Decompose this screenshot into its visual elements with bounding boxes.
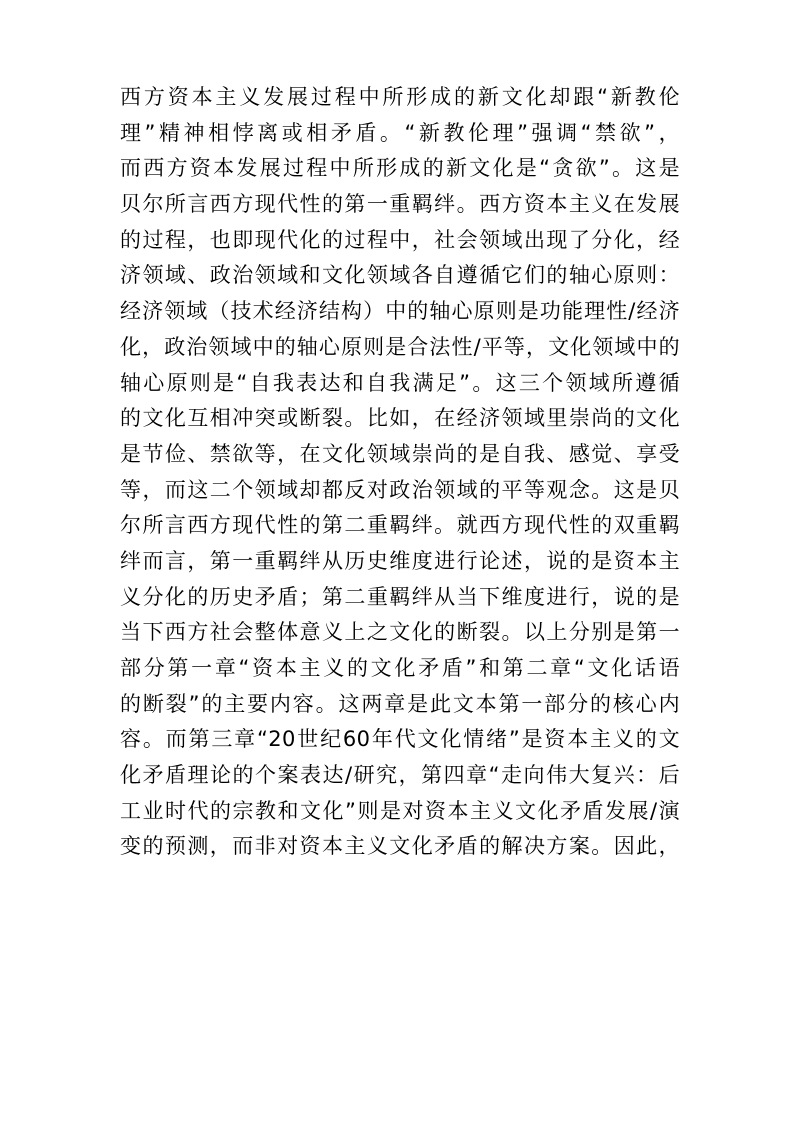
text-line: 等，而这二个领域却都反对政治领域的平等观念。这是贝 — [120, 477, 680, 502]
text-line: 化，政治领域中的轴心原则是合法性/平等，文化领域中的 — [120, 334, 680, 359]
text-line: 西方资本主义发展过程中所形成的新文化却跟“新教伦 — [120, 85, 680, 109]
text-line: 是节俭、禁欲等，在文化领域崇尚的是自我、感觉、享受 — [120, 441, 680, 466]
text-line: 尔所言西方现代性的第二重羁绊。就西方现代性的双重羁 — [120, 513, 680, 538]
text-line: 的文化互相冲突或断裂。比如，在经济领域里崇尚的文化 — [120, 406, 680, 431]
text-line: 的断裂”的主要内容。这两章是此文本第一部分的核心内 — [120, 691, 680, 716]
text-line: 绊而言，第一重羁绊从历史维度进行论述，说的是资本主 — [120, 548, 680, 573]
text-line: 部分第一章“资本主义的文化矛盾”和第二章“文化话语 — [120, 656, 680, 680]
text-line: 义分化的历史矛盾；第二重羁绊从当下维度进行，说的是 — [120, 584, 680, 609]
text-line: 变的预测，而非对资本主义文化矛盾的解决方案。因此， — [120, 834, 680, 859]
text-line: 贝尔所言西方现代性的第一重羁绊。西方资本主义在发展 — [120, 192, 680, 217]
text-line: 的过程，也即现代化的过程中，社会领域出现了分化，经 — [120, 227, 680, 252]
text-line: 轴心原则是“自我表达和自我满足”。这三个领域所遵循 — [120, 370, 680, 395]
body-paragraph — [120, 80, 680, 865]
text-line: 而西方资本发展过程中所形成的新文化是“贪欲”。这是 — [120, 156, 680, 181]
text-line: 济领域、政治领域和文化领域各自遵循它们的轴心原则： — [120, 263, 680, 288]
text-line: 工业时代的宗教和文化”则是对资本主义文化矛盾发展/演 — [120, 798, 680, 823]
text-line: 化矛盾理论的个案表达/研究，第四章“走向伟大复兴：后 — [120, 763, 680, 788]
text-line: 经济领域（技术经济结构）中的轴心原则是功能理性/经济 — [120, 299, 680, 324]
text-line: 容。而第三章“20世纪60年代文化情绪”是资本主义的文 — [120, 727, 680, 752]
text-line: 当下西方社会整体意义上之文化的断裂。以上分别是第一 — [120, 620, 680, 645]
text-line: 理”精神相悖离或相矛盾。“新教伦理”强调“禁欲”， — [120, 120, 680, 145]
